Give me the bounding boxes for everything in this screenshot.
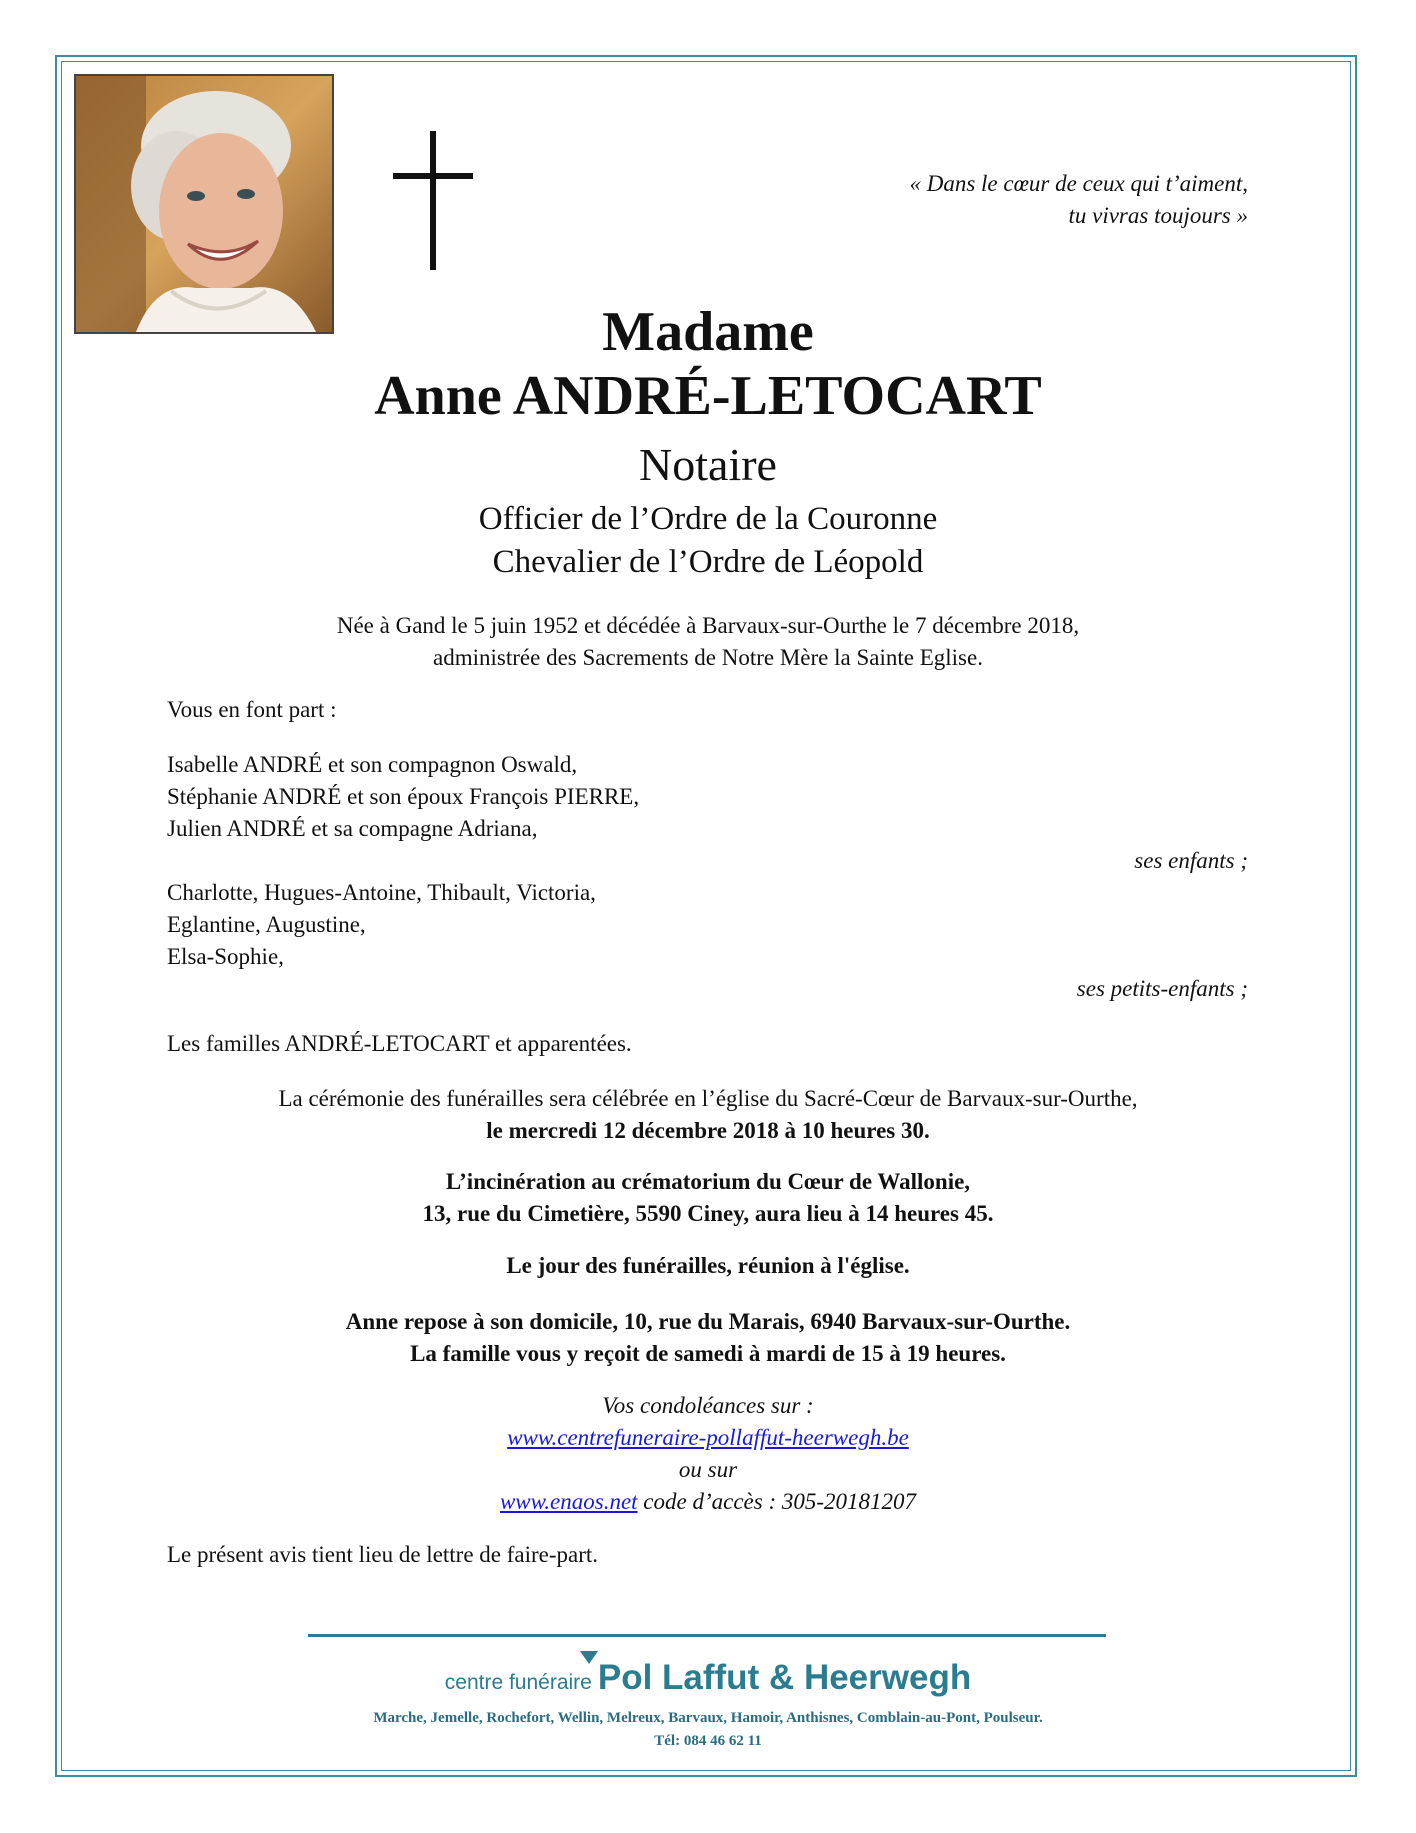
grandchildren-label: ses petits-enfants ; (1076, 976, 1248, 1001)
honor-2: Chevalier de l’Ordre de Léopold (492, 544, 924, 580)
list-item: Elsa-Sophie, (167, 944, 284, 969)
list-item: Julien ANDRÉ et sa compagne Adriana, (167, 816, 538, 841)
profession: Notaire (639, 439, 777, 490)
cremation-line-2: 13, rue du Cimetière, 5590 Ciney, aura lieu à 14 heures 45. (422, 1201, 994, 1226)
access-code: code d’accès : 305-20181207 (637, 1489, 917, 1514)
rest-line-2: La famille vous y reçoit de samedi à mardi de 15 à 19 heures. (410, 1341, 1006, 1366)
grandchildren-list (167, 877, 1247, 973)
portrait-photo-icon (76, 76, 332, 332)
condolences-intro: Vos condoléances sur : (602, 1393, 814, 1418)
list-item: Stéphanie ANDRÉ et son époux François PIERRE, (167, 784, 640, 809)
rest-info (140, 1306, 1276, 1370)
brand-small-text: centre funéraire (444, 1671, 592, 1694)
quote-line-1: « Dans le cœur de ceux qui t’aiment, (909, 171, 1248, 196)
condolences-block (140, 1390, 1276, 1518)
list-item: Eglantine, Augustine, (167, 912, 366, 937)
footer-cities: Marche, Jemelle, Rochefort, Wellin, Melreux, Barvaux, Hamoir, Anthisnes, Comblain-au-Pont, Poulseur. (373, 1710, 1043, 1726)
ceremony-date: le mercredi 12 décembre 2018 à 10 heures 30. (486, 1118, 930, 1143)
footer-phone: Tél: 084 46 62 11 (654, 1733, 762, 1749)
birth-line-1: Née à Gand le 5 juin 1952 et décédée à Barvaux-sur-Ourthe le 7 décembre 2018, (336, 613, 1080, 638)
condolences-or: ou sur (678, 1457, 738, 1482)
birth-line-2: administrée des Sacrements de Notre Mère la Sainte Eglise. (433, 645, 983, 670)
honor-1: Officier de l’Ordre de la Couronne (478, 501, 938, 537)
birth-death-info (140, 610, 1276, 674)
condolences-link-1[interactable]: www.centrefuneraire-pollaffut-heerwegh.be (507, 1425, 909, 1450)
ceremony-info (140, 1083, 1276, 1147)
children-label: ses enfants ; (1134, 848, 1248, 873)
cremation-info (140, 1166, 1276, 1230)
ceremony-line-1: La cérémonie des funérailles sera célébrée en l’église du Sacré-Cœur de Barvaux-sur-Ourthe, (278, 1086, 1138, 1111)
closing-text: Le présent avis tient lieu de lettre de faire-part. (167, 1542, 599, 1567)
announce-text: Vous en font part : (167, 697, 337, 722)
condolences-link-2[interactable]: www.enaos.net (499, 1489, 638, 1514)
salutation: Madame (602, 301, 814, 363)
funeral-home-logo (140, 1658, 1276, 1698)
brand-name: Pol Laffut & Heerwegh (597, 1658, 972, 1697)
list-item: Isabelle ANDRÉ et son compagnon Oswald, (167, 752, 578, 777)
footer-divider (308, 1634, 1106, 1637)
list-item: Charlotte, Hugues-Antoine, Thibault, Victoria, (167, 880, 596, 905)
families-text: Les familles ANDRÉ-LETOCART et apparentées. (167, 1031, 632, 1056)
rest-line-1: Anne repose à son domicile, 10, rue du Marais, 6940 Barvaux-sur-Ourthe. (345, 1309, 1071, 1334)
cross-icon (393, 131, 473, 270)
quote-line-2: tu vivras toujours » (1068, 203, 1248, 228)
epitaph-quote (909, 168, 1248, 232)
portrait-photo (74, 74, 334, 334)
children-list (167, 749, 1247, 845)
cremation-line-1: L’incinération au crématorium du Cœur de Wallonie, (445, 1169, 971, 1194)
deceased-name: Anne ANDRÉ-LETOCART (374, 365, 1042, 427)
meeting-info: Le jour des funérailles, réunion à l'église. (506, 1253, 910, 1278)
